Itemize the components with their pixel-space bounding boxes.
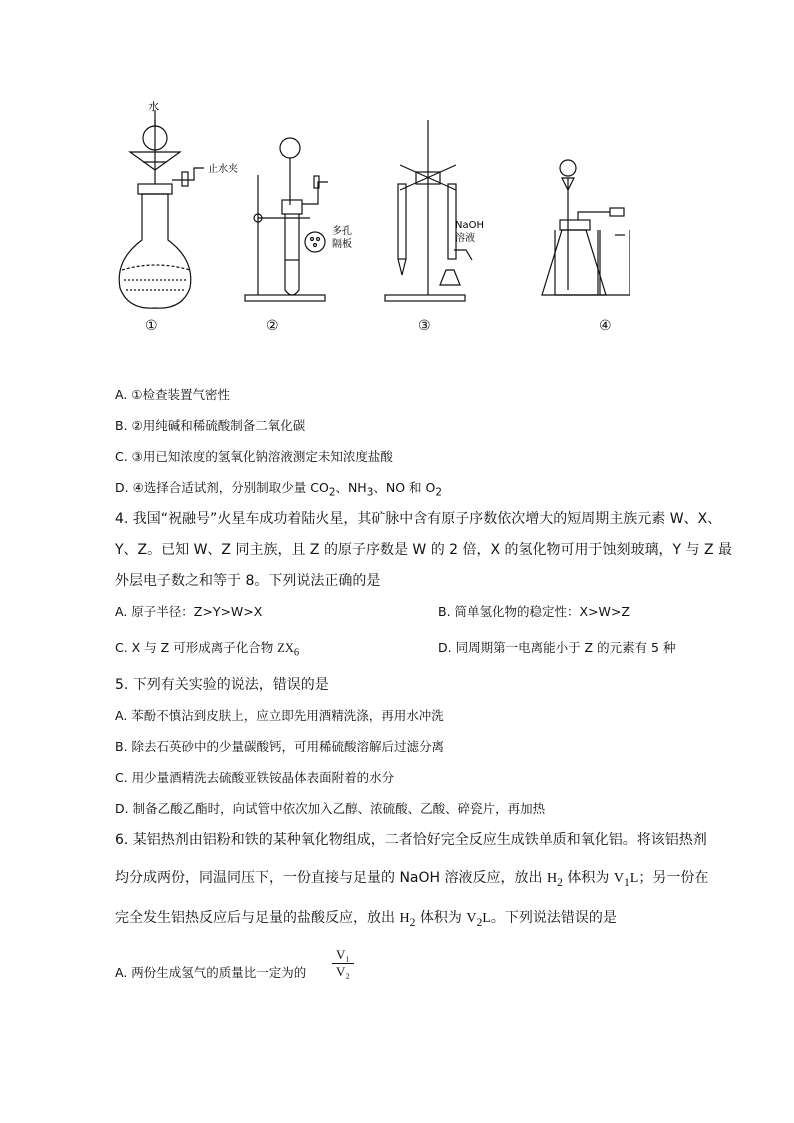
q4-option-b: B. 简单氢化物的稳定性：X>W>Z <box>438 604 630 619</box>
apparatus-3-number: ③ <box>418 318 431 334</box>
q6-option-a-fraction <box>332 947 354 980</box>
q4-stem-line-2: Y、Z。已知 W、Z 同主族，且 Z 的原子序数是 W 的 2 倍，X 的氢化物可用于蚀刻玻璃，Y 与 Z 最 <box>115 542 733 558</box>
q3-option-d: D. ④选择合适试剂，分别制取少量 $CO_2$、$NH_3$、NO 和 $O_2$ <box>115 480 442 499</box>
q3-option-b: B. ②用纯碱和稀硫酸制备二氧化碳 <box>115 418 306 433</box>
q4-option-d: D. 同周期第一电离能小于 Z 的元素有 5 种 <box>438 640 676 655</box>
fraction-numerator: V₁ <box>332 947 354 964</box>
water-label: 水 <box>148 100 159 113</box>
q4-option-c: C. X 与 Z 可形成离子化合物 $ZX_6$ <box>115 640 300 659</box>
apparatus-2-number: ② <box>266 318 279 334</box>
apparatus-4-number: ④ <box>599 318 612 334</box>
q4-stem-line-3: 外层电子数之和等于 8。下列说法正确的是 <box>115 573 381 589</box>
q5-stem: 5. 下列有关实验的说法，错误的是 <box>115 677 329 693</box>
q3-option-a: A. ①检查装置气密性 <box>115 387 230 402</box>
q5-option-d: D. 制备乙酸乙酯时，向试管中依次加入乙醇、浓硫酸、乙酸、碎瓷片，再加热 <box>115 801 546 816</box>
apparatus-4-conical-flask <box>542 160 630 295</box>
q6-stem-line-3: 完全发生铝热反应后与足量的盐酸反应，放出 $H_2$ 体积为 $V_2L$。下列说法错误的是 <box>115 910 617 929</box>
q4-stem-line-1: 4. 我国“祝融号”火星车成功着陆火星，其矿脉中含有原子序数依次增大的短周期主族元素 W、X、 <box>115 511 722 527</box>
porous-plate-label-1: 多孔 <box>332 226 352 237</box>
q5-option-a: A. 苯酚不慎沾到皮肤上，应立即先用酒精洗涤，再用水冲洗 <box>115 708 444 723</box>
apparatus-1-number: ① <box>145 318 158 334</box>
apparatus-1-flask <box>119 110 204 308</box>
q6-stem-line-2: 均分成两份，同温同压下，一份直接与足量的 NaOH 溶液反应，放出 $H_2$ 体积为 $V_1L$；另一份在 <box>115 870 709 889</box>
naoh-label-1: NaOH <box>455 220 484 231</box>
q3-option-c: C. ③用已知浓度的氢氧化钠溶液测定未知浓度盐酸 <box>115 449 393 464</box>
q5-option-c: C. 用少量酒精洗去硫酸亚铁铵晶体表面附着的水分 <box>115 770 395 785</box>
clamp-label: 止水夹 <box>208 164 238 175</box>
apparatus-figure <box>110 100 630 345</box>
porous-plate-label-2: 隔板 <box>332 239 352 250</box>
q6-option-a: A. 两份生成氢气的质量比一定为的 <box>115 965 307 980</box>
q4-option-a: A. 原子半径：Z>Y>W>X <box>115 604 263 619</box>
q5-option-b: B. 除去石英砂中的少量碳酸钙，可用稀硫酸溶解后过滤分离 <box>115 739 445 754</box>
apparatus-2-stand <box>245 138 328 301</box>
naoh-label-2: 溶液 <box>455 233 475 244</box>
apparatus-3-burette <box>385 120 472 301</box>
q6-stem-line-1: 6. 某铝热剂由铝粉和铁的某种氧化物组成，二者恰好完全反应生成铁单质和氧化铝。将该铝热剂 <box>115 832 707 848</box>
fraction-denominator: V₂ <box>336 964 350 979</box>
